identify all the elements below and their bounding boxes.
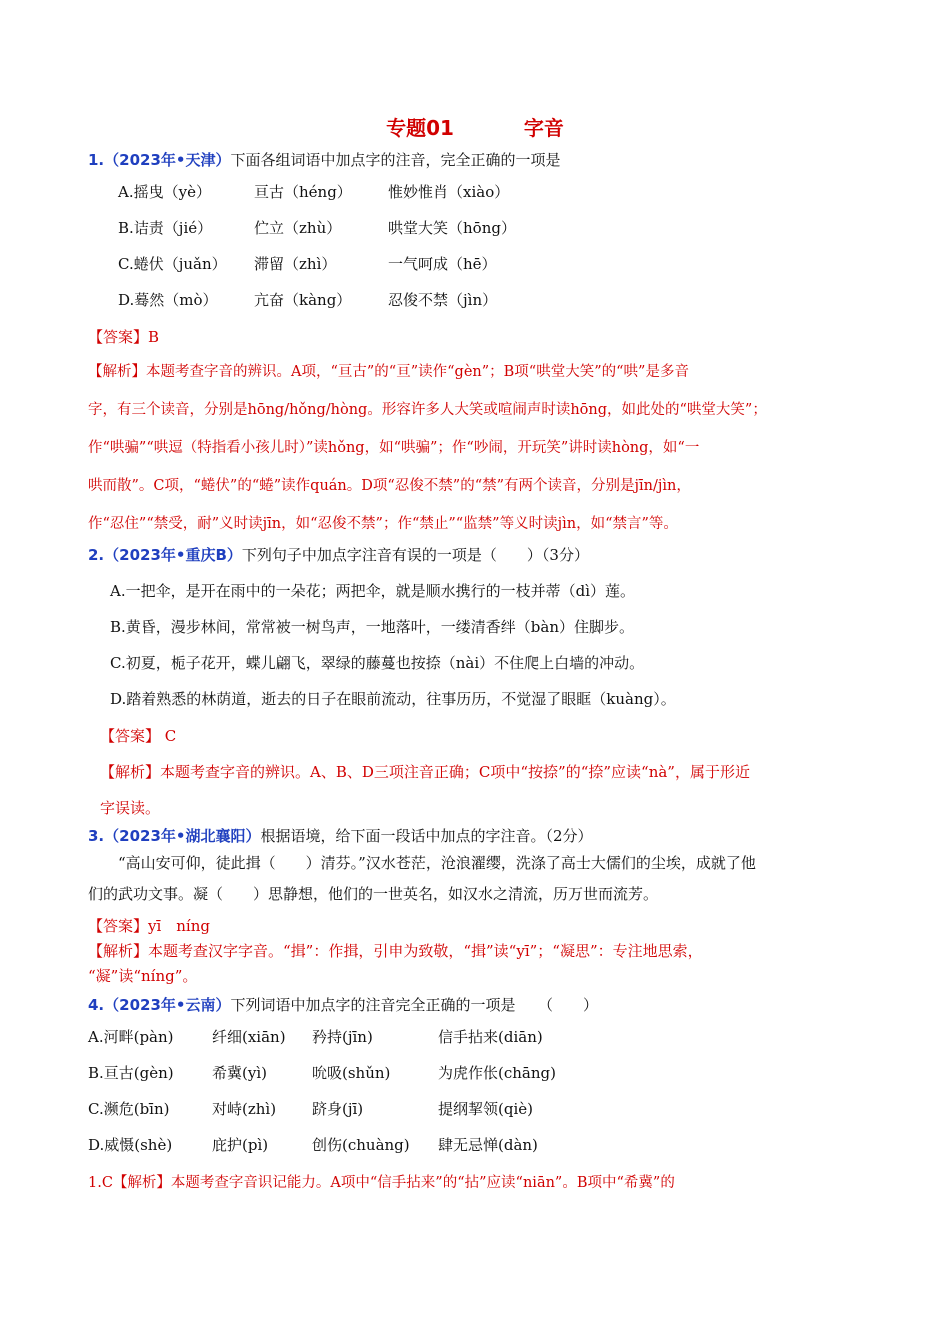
question-2-stem: 2.（2023年•重庆B）下列句子中加点字注音有误的一项是（ ）（3分） [88,546,589,564]
q1-option-a: A.摇曳（yè） [118,183,211,201]
q4-analysis-line: 1.C【解析】本题考查字音识记能力。A项中“信手拈来”的“拈”应读“niān”。B项中“希冀”的 [88,1175,675,1191]
q3-analysis-line: 【解析】本题考查汉字字音。“揖”：作揖，引申为致敬，“揖”读“yī”；“凝思”：专注地思索， [88,942,703,960]
q4-option-a: A.河畔(pàn) [88,1028,174,1046]
question-1-stem: 1.（2023年•天津）下面各组词语中加点字的注音，完全正确的一项是 [88,151,561,169]
q1-option-c: C.蜷伏（juǎn） [118,255,227,273]
q3-answer: 【答案】yī níng [88,917,210,935]
q2-option-a: A.一把伞，是开在雨中的一朵花；两把伞，就是顺水携行的一枝并蒂（dì）莲。 [110,582,636,600]
q1-answer: 【答案】B [88,328,160,346]
q1-option-d: D.蓦然（mò） [118,291,218,309]
q2-option-d: D.踏着熟悉的林荫道，逝去的日子在眼前流动，往事历历，不觉湿了眼眶（kuàng）。 [110,690,676,708]
q1-analysis-line: 【解析】本题考查字音的辨识。A项，“亘古”的“亘”读作“gèn”；B项“哄堂大笑”的“哄”是多音 [88,364,689,380]
q1-option-b: B.诘责（jié） [118,219,213,237]
q4-option-d: D.威慑(shè) [88,1136,173,1154]
q4-option-b: B.亘古(gèn) [88,1064,174,1082]
q2-option-b: B.黄昏，漫步林间，常常被一树鸟声，一地落叶，一缕清香绊（bàn）住脚步。 [110,618,634,636]
page-title: 专题01 字音 [386,116,564,140]
q4-option-c: C.濒危(bīn) [88,1100,170,1118]
q2-analysis-line: 【解析】本题考查字音的辨识。A、B、D三项注音正确；C项中“按捺”的“捺”应读“nà”，属于形近 [100,763,750,781]
q2-option-c: C.初夏，栀子花开，蝶儿翩飞，翠绿的藤蔓也按捺（nài）不住爬上白墙的冲动。 [110,654,645,672]
q3-passage: “高山安可仰，徒此揖（ ）清芬。”汉水苍茫，沧浪濯缨，洗涤了高士大儒们的尘埃，成就了他 [118,854,756,872]
q2-answer: 【答案】 C [100,727,177,745]
question-4-stem: 4.（2023年•云南）下列词语中加点字的注音完全正确的一项是 （ ） [88,996,598,1014]
question-3-stem: 3.（2023年•湖北襄阳）根据语境，给下面一段话中加点的字注音。（2分） [88,827,593,845]
